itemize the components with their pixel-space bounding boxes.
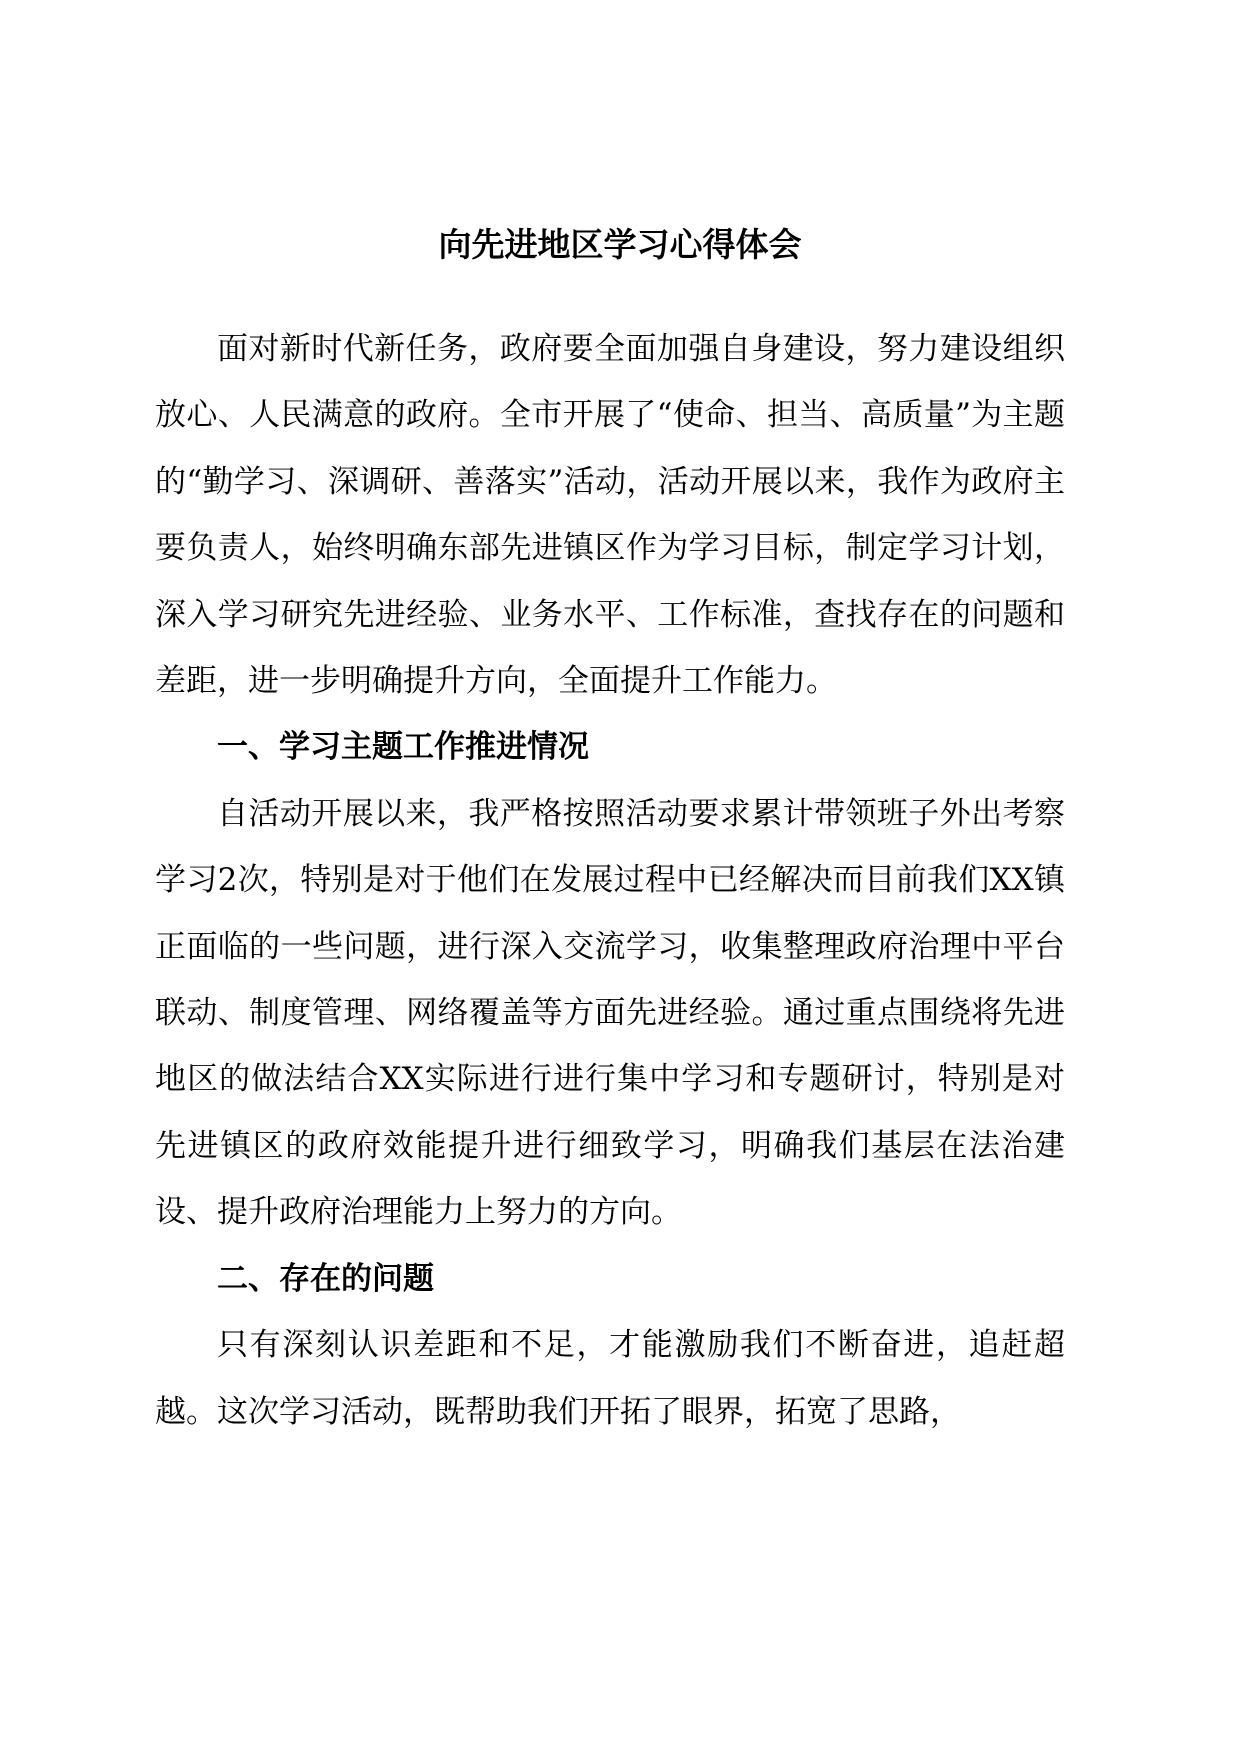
intro-paragraph: 面对新时代新任务，政府要全面加强自身建设，努力建设组织放心、人民满意的政府。全市开展了“使命、担当、高质量”为主题的“勤学习、深调研、善落实”活动，活动开展以来，我作为政府主要负责人，始终明确东部先进镇区作为学习目标，制定学习计划，深入学习研究先进经验、业务水平、工作标准，查找存在的问题和差距，进一步明确提升方向，全面提升工作能力。 [155, 331, 1065, 700]
document-body [155, 316, 1065, 1445]
section-2-heading: 二、存在的问题 [217, 1260, 434, 1297]
section-1-heading: 一、学习主题工作推进情况 [217, 729, 589, 766]
section-1-paragraph: 自活动开展以来，我严格按照活动要求累计带领班子外出考察学习2次，特别是对于他们在发展过程中已经解决而目前我们XX镇正面临的一些问题，进行深入交流学习，收集整理政府治理中平台联动、制度管理、网络覆盖等方面先进经验。通过重点围绕将先进地区的做法结合XX实际进行进行集中学习和专题研讨，特别是对先进镇区的政府效能提升进行细致学习，明确我们基层在法治建设、提升政府治理能力上努力的方向。 [155, 795, 1065, 1231]
document-title: 向先进地区学习心得体会 [438, 225, 802, 264]
section-2-paragraph: 只有深刻认识差距和不足，才能激励我们不断奋进，追赶超越。这次学习活动，既帮助我们开拓了眼界，拓宽了思路， [155, 1327, 1065, 1430]
